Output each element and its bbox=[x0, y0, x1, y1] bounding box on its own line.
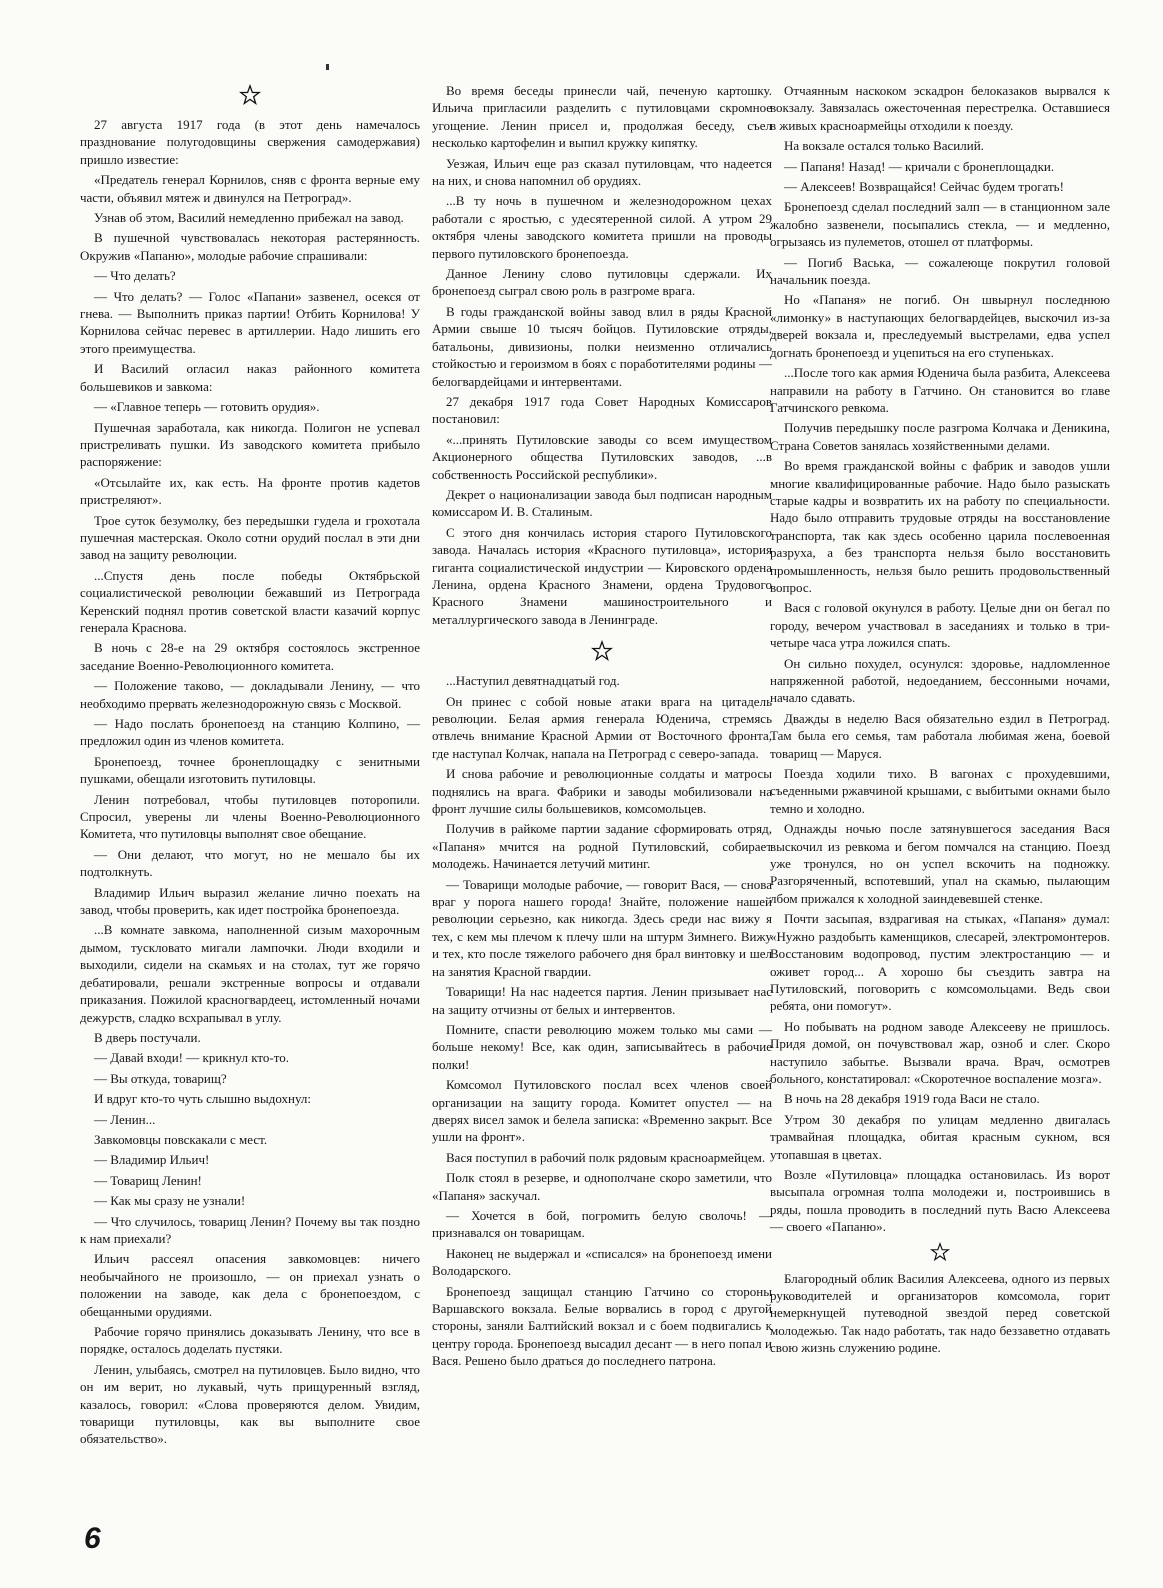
article-text-col2b bbox=[432, 672, 772, 1369]
paragraph: И снова рабочие и революционные солдаты и матросы поднялись на врага. Фабрики и заводы мобилизовали на фронт лучшие силы большевиков, комсомольцев. bbox=[432, 766, 772, 817]
paragraph: ...В ту ночь в пушечном и железнодорожном цехах работали с яростью, с удесятеренной силой. А утром 29 октября члены заводского комитета пришли на проводы первого путиловского бронепоезда. bbox=[432, 193, 772, 261]
paragraph: Ильич рассеял опасения завкомовцев: ничего необычайного не произошло, — он приехал узнать о положении на заводе, как дела с бронепоездом, с обещанными орудиями. bbox=[80, 1251, 420, 1319]
paragraph: Во время гражданской войны с фабрик и заводов ушли многие квалифицированные рабочие. Надо было разыскать старые кадры и возвратить их на работу по специальности. Надо было отправить трудовые отряды на восстановление транспорта, так как здесь особенно царила послевоенная разруха, а без транспорта нельзя было восстановить промышленность, нельзя было решить продовольственный вопрос. bbox=[770, 458, 1110, 595]
paragraph: С этого дня кончилась история старого Путиловского завода. Началась история «Красного путиловца», история гиганта социалистической индустрии — Кировского ордена Ленина, ордена Красного Знамени, ордена Трудового Красного Знамени машиностроительного и металлургического завода в Ленинграде. bbox=[432, 524, 772, 627]
paragraph: — Надо послать бронепоезд на станцию Колпино, — предложил один из членов комитета. bbox=[80, 716, 420, 749]
paragraph: Благородный облик Василия Алексеева, одного из первых руководителей и организаторов комсомола, горит немеркнущей путеводной звездой перед советской молодежью. Так надо работать, так надо беззаветно отдавать свою жизнь служению родине. bbox=[770, 1270, 1110, 1356]
paragraph: Данное Ленину слово путиловцы сдержали. Их бронепоезд сыграл свою роль в разгроме врага. bbox=[432, 266, 772, 299]
paragraph: В дверь постучали. bbox=[94, 1029, 201, 1045]
paragraph: Бронепоезд сделал последний залп — в станционном зале жалобно зазвенели, посыпались стекла, — и медленно, огрызаясь из пулеметов, отошел от платформы. bbox=[770, 199, 1110, 250]
paragraph: Рабочие горячо принялись доказывать Ленину, что все в порядке, осталось доделать пустяки. bbox=[80, 1324, 420, 1357]
paragraph: — Ленин... bbox=[94, 1111, 156, 1127]
paragraph: — Они делают, что могут, но не мешало бы их подтолкнуть. bbox=[80, 846, 420, 880]
paragraph: — Погиб Васька, — сожалеюще покрутил головой начальник поезда. bbox=[770, 254, 1110, 288]
paragraph: — «Главное теперь — готовить орудия». bbox=[94, 399, 320, 415]
paragraph: Товарищи! На нас надеется партия. Ленин призывает нас на защиту отчизны от белых и интервентов. bbox=[432, 984, 772, 1017]
paragraph: 27 августа 1917 года (в этот день намечалось празднование полугодовщины свержения самодержавия) пришло известие: bbox=[80, 117, 420, 167]
paragraph: Вася поступил в рабочий полк рядовым красноармейцем. bbox=[446, 1149, 766, 1165]
star-icon bbox=[930, 1242, 950, 1262]
paragraph: Уезжая, Ильич еще раз сказал путиловцам, что надеется на них, и снова напомнил об орудиях. bbox=[432, 155, 772, 189]
paragraph: — Хочется в бой, погромить белую сволочь! — признавался он товарищам. bbox=[432, 1207, 772, 1241]
paragraph: Помните, спасти революцию можем только мы сами — больше некому! Все, как один, записывайтесь в рабочие полки! bbox=[432, 1021, 772, 1072]
paragraph: — Товарищи молодые рабочие, — говорит Вася, — снова враг у порога нашего города! Знайте, положение нашей революции серьезно, как никогда. Здесь среди нас вижу я тех, с кем мы плечом к плечу шли на штурм Зимнего. Вижу и тех, кто после тяжелого рабочего дня брал винтовку и шел на занятия Красной гвардии. bbox=[432, 876, 772, 979]
paragraph: Однажды ночью после затянувшегося заседания Вася выскочил из ревкома и бегом помчался на станцию. Поезд уже тронулся, но он успел вскочить на подножку. Разгоряченный, вспотевший, упал на скамью, пылающим лбом прижался к холодной заиндевевшей стенке. bbox=[770, 821, 1110, 906]
paragraph: 27 декабря 1917 года Совет Народных Комиссаров постановил: bbox=[432, 393, 772, 427]
paragraph: «...принять Путиловские заводы со всем имуществом Акционерного общества Путиловских заводов, ...в собственность Российской республики». bbox=[432, 431, 772, 482]
column-3 bbox=[770, 82, 1110, 1360]
article-text-col3b bbox=[770, 1270, 1110, 1357]
paragraph: Ленин, улыбаясь, смотрел на путиловцев. Было видно, что он им верит, но лукавый, чуть прищуренный взгляд, казалось, говорил: «Слова проверяются делом. Увидим, товарищи путиловцы, как вы выполните свое обязательство». bbox=[80, 1361, 420, 1447]
paragraph: Наконец не выдержал и «списался» на бронепоезд имени Володарского. bbox=[432, 1245, 772, 1279]
paragraph: Получив передышку после разгрома Колчака и Деникина, Страна Советов занялась хозяйственными делами. bbox=[770, 420, 1110, 453]
paragraph: И вдруг кто-то чуть слышно выдохнул: bbox=[94, 1091, 311, 1107]
paragraph: «Предатель генерал Корнилов, сняв с фронта верные ему части, объявил мятеж и двинулся на Петроград». bbox=[80, 172, 420, 205]
paragraph: В годы гражданской войны завод влил в ряды Красной Армии свыше 10 тысяч бойцов. Путиловские отряды, батальоны, дивизионы, полки неизменно отличались стойкостью и героизмом в боях с поработителями родины — белогвардейцами и интервентами. bbox=[432, 303, 772, 389]
star-divider-2 bbox=[432, 640, 772, 664]
paragraph: — Положение таково, — докладывали Ленину, — что необходимо прервать железнодорожную связь с Москвой. bbox=[80, 678, 420, 711]
paragraph: — Давай входи! — крикнул кто-то. bbox=[94, 1050, 289, 1066]
paragraph: Дважды в неделю Вася обязательно ездил в Петроград. Там была его семья, там работала любимая жена, боевой товарищ — Маруся. bbox=[770, 710, 1110, 761]
paragraph: И Василий огласил наказ районного комитета большевиков и завкома: bbox=[80, 361, 420, 394]
paragraph: На вокзале остался только Василий. bbox=[784, 138, 984, 154]
paragraph: — Товарищ Ленин! bbox=[94, 1172, 202, 1188]
paragraph: Он сильно похудел, осунулся: здоровье, надломленное напряженной работой, недоеданием, бессонными ночами, начало сдавать. bbox=[770, 655, 1110, 706]
paragraph: Узнав об этом, Василий немедленно прибежал на завод. bbox=[94, 210, 404, 226]
column-1 bbox=[80, 82, 420, 1451]
paragraph: Завкомовцы повскакали с мест. bbox=[94, 1131, 268, 1147]
paragraph: «Отсылайте их, как есть. На фронте против кадетов пристреляют». bbox=[80, 474, 420, 508]
paragraph: Он принес с собой новые атаки врага на цитадель революции. Белая армия генерала Юденича, стремясь отвлечь внимание Красной Армии от Восточного фронта, где наступал Колчак, напала на Петроград с северо-запада. bbox=[432, 693, 772, 761]
article-text-col3a bbox=[770, 82, 1110, 1236]
paragraph: Возле «Путиловца» площадка остановилась. Из ворот высыпала огромная толпа молодежи и, построившись в ряды, пошла проводить в последний путь Васю Алексеева — своего «Папаню». bbox=[770, 1166, 1110, 1235]
page-number: 6 bbox=[84, 1522, 101, 1555]
article-text-col1 bbox=[80, 116, 420, 1448]
print-speck bbox=[326, 64, 329, 70]
paragraph: — Что делать? — Голос «Папани» зазвенел, осекся от гнева. — Выполнить приказ партии! Отбить Корнилова! У Корнилова сейчас перевес в артиллерии. Надо лишить его этого преимущества. bbox=[80, 288, 420, 356]
paragraph: ...Спустя день после победы Октябрьской социалистической революции бежавший из Петрограда Керенский поднял против советской власти казачий корпус генерала Краснова. bbox=[80, 567, 420, 635]
paragraph: Полк стоял в резерве, и однополчане скоро заметили, что «Папаня» заскучал. bbox=[432, 1170, 772, 1203]
star-divider-3 bbox=[770, 1242, 1110, 1264]
paragraph: Во время беседы принесли чай, печеную картошку. Ильича пригласили разделить с путиловцами скромное угощение. Ленин присел и, продолжая беседу, съел несколько картофелин и выпил кружку кипятку. bbox=[432, 83, 772, 151]
paragraph: Комсомол Путиловского послал всех членов своей организации на защиту города. Комитет опустел — на дверях висел замок и белела записка: «Временно закрыт. Все ушли на фронт». bbox=[432, 1077, 772, 1145]
paragraph: — Алексеев! Возвращайся! Сейчас будем трогать! bbox=[784, 179, 1064, 195]
paragraph: — Что случилось, товарищ Ленин? Почему вы так поздно к нам приехали? bbox=[80, 1213, 420, 1246]
paragraph: Поезда ходили тихо. В вагонах с прохудевшими, съеденными ржавчиной крышами, с выбитыми окнами было темно и холодно. bbox=[770, 766, 1110, 816]
star-icon bbox=[591, 640, 613, 662]
paragraph: ...После того как армия Юденича была разбита, Алексеева направили на работу в Гатчино. Он становится во главе Гатчинского ревкома. bbox=[770, 365, 1110, 415]
paragraph: В ночь с 28-е на 29 октября состоялось экстренное заседание Военно-Революционного комитета. bbox=[80, 640, 420, 673]
paragraph: — Как мы сразу не узнали! bbox=[94, 1193, 246, 1209]
paragraph: — Папаня! Назад! — кричали с бронеплощадки. bbox=[784, 158, 1055, 174]
paragraph: Бронепоезд защищал станцию Гатчино со стороны Варшавского вокзала. Белые ворвались в город с другой стороны, заняли Балтийский вокзал и с боем подвигались к центру города. Бронепоезд высадил десант — в него попал и Вася. Решено было драться до последнего патрона. bbox=[432, 1283, 772, 1369]
paragraph: — Что делать? bbox=[94, 268, 176, 284]
star-icon bbox=[239, 84, 261, 106]
paragraph: Отчаянным наскоком эскадрон белоказаков вырвался к вокзалу. Завязалась ожесточенная перестрелка. Оставшиеся в живых красноармейцы отходили к поезду. bbox=[770, 83, 1110, 133]
paragraph: Пушечная заработала, как никогда. Полигон не успевал пристреливать пушки. Из заводского комитета прибыло распоряжение: bbox=[80, 419, 420, 470]
paragraph: Ленин потребовал, чтобы путиловцев поторопили. Спросил, уверены ли члены Военно-Революционного Комитета, что путиловцы выполнят свое обещание. bbox=[80, 791, 420, 842]
paragraph: — Владимир Ильич! bbox=[94, 1152, 210, 1168]
paragraph: Утром 30 декабря по улицам медленно двигалась трамвайная площадка, обитая красным сукном, вся утопавшая в цветах. bbox=[770, 1111, 1110, 1162]
star-divider-1 bbox=[80, 84, 420, 108]
paragraph: ...Наступил девятнадцатый год. bbox=[446, 673, 620, 689]
paragraph: Но «Папаня» не погиб. Он швырнул последнюю «лимонку» в наступающих белогвардейцев, выскочил из-за дверей вокзала и, преследуемый выстрелами, едва успел догнать бронепоезд и уцепиться на его ступеньках. bbox=[770, 292, 1110, 360]
paragraph: Бронепоезд, точнее бронеплощадку с зенитными пушками, обещали изготовить путиловцы. bbox=[80, 753, 420, 787]
paragraph: В пушечной чувствовалась некоторая растерянность. Окружив «Папаню», молодые рабочие спрашивали: bbox=[80, 230, 420, 263]
paragraph: ...В комнате завкома, наполненной сизым махорочным дымом, тускловато мигали лампочки. Люди входили и выходили, сидели на скамьях и на столах, тут же горячо дебатировали, решали экстренные вопросы и отдавали приказания. Пожилой красногвардеец, истомленный ночами дежурств, сладко всхрапывал в углу. bbox=[80, 922, 420, 1025]
paragraph: В ночь на 28 декабря 1919 года Васи не стало. bbox=[784, 1091, 1040, 1107]
paragraph: Почти засыпая, вздрагивая на стыках, «Папаня» думал: «Нужно раздобыть каменщиков, слесарей, электромонтеров. Восстановим водопровод, пустим электростанцию — и оживет город... А хорошо бы съездить завтра на Путиловский, поговорить с комсомольцами. Ведь свои ребята, они помогут». bbox=[770, 911, 1110, 1014]
article-text-col2a bbox=[432, 82, 772, 628]
paragraph: — Вы откуда, товарищ? bbox=[94, 1070, 227, 1086]
paragraph: Но побывать на родном заводе Алексееву не пришлось. Придя домой, он почувствовал жар, озноб и слег. Скоро наступило забытье. Вызвали врача. Врач, осмотрев больного, констатировал: «Скоротечное воспаление мозга». bbox=[770, 1018, 1110, 1086]
paragraph: Получив в райкоме партии задание сформировать отряд, «Папаня» мчится на родной Путиловский, собирает молодежь. Начинается летучий митинг. bbox=[432, 821, 772, 872]
paragraph: Владимир Ильич выразил желание лично поехать на завод, чтобы проверить, как идет постройка бронепоезда. bbox=[80, 884, 420, 918]
column-2 bbox=[432, 82, 772, 1373]
paragraph: Декрет о национализации завода был подписан народным комиссаром И. В. Сталиным. bbox=[432, 486, 772, 520]
paragraph: Трое суток безумолку, без передышки гудела и грохотала пушечная мастерская. Около сотни орудий послал в эти дни завод на защиту революции. bbox=[80, 512, 420, 563]
paragraph: Вася с головой окунулся в работу. Целые дни он бегал по городу, вечером участвовал в заседаниях и только в три-четыре часа утра ложился спать. bbox=[770, 600, 1110, 651]
